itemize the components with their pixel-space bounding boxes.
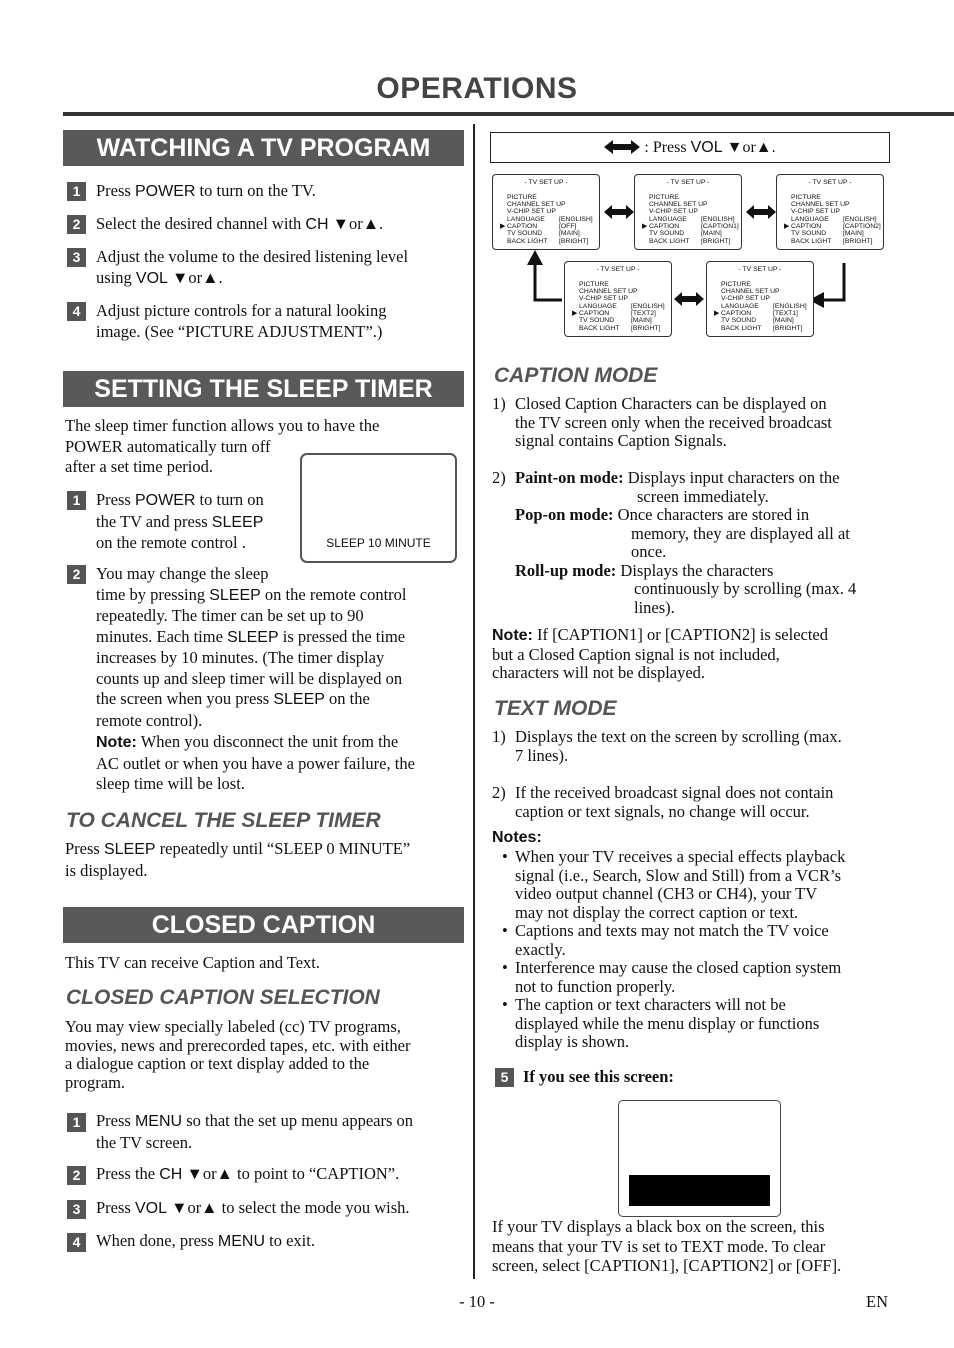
bullet-icon: • <box>502 921 508 940</box>
text-mode-item-num: 1) <box>492 727 506 746</box>
step-number: 5 <box>495 1068 514 1087</box>
text-mode-heading: TEXT MODE <box>494 697 617 720</box>
double-arrow-icon <box>674 292 704 306</box>
text-mode-item-2: If the received broadcast signal does not contain caption or text signals, no change will occur. <box>515 783 834 821</box>
sleep-heading: SETTING THE SLEEP TIMER <box>63 371 464 407</box>
vol-press-legend: : Press VOL ▼or▲. <box>490 132 890 163</box>
step-number: 2 <box>67 565 86 584</box>
menu-text-1: - TV SET UP - PICTURE CHANNEL SET UP V-CHIP SET UP LANGUAGE ▶ CAPTION TV SOUND BACK LIGHT [ENGLISH] [TEXT1] [MAIN] [BRIGHT] <box>706 261 814 337</box>
cc-step-4: When done, press MENU to exit. <box>96 1231 315 1250</box>
menu-text-2: - TV SET UP - PICTURE CHANNEL SET UP V-CHIP SET UP LANGUAGE ▶ CAPTION TV SOUND BACK LIGHT [ENGLISH] [TEXT2] [MAIN] [BRIGHT] <box>564 261 672 337</box>
step-number: 3 <box>67 248 86 267</box>
black-text-box <box>629 1175 770 1206</box>
caption-mode-item-1: Closed Caption Characters can be displayed on the TV screen only when the received broadcast signal contains Caption Signals. <box>515 394 832 450</box>
step-number: 4 <box>67 1233 86 1252</box>
watching-step-1: Press POWER to turn on the TV. <box>96 181 316 200</box>
note-bullet-1: When your TV receives a special effects playback signal (i.e., Search, Slow and Still) from a VCR’s video output channel (CH3 or CH4), your TV may not display the correct caption or text. <box>515 847 846 922</box>
cc-selection-heading: CLOSED CAPTION SELECTION <box>66 986 380 1009</box>
watching-heading: WATCHING A TV PROGRAM <box>63 130 464 166</box>
column-divider <box>473 124 475 1279</box>
language-code: EN <box>866 1292 888 1311</box>
cc-step-2: Press the CH ▼or▲ to point to “CAPTION”. <box>96 1164 400 1183</box>
cancel-sleep-heading: TO CANCEL THE SLEEP TIMER <box>66 809 381 832</box>
bullet-icon: • <box>502 958 508 977</box>
page-title: OPERATIONS <box>376 72 578 105</box>
closed-caption-intro: This TV can receive Caption and Text. <box>65 953 320 972</box>
cc-step-3: Press VOL ▼or▲ to select the mode you wish. <box>96 1198 410 1217</box>
step-number: 4 <box>67 302 86 321</box>
pointer-icon: ▶ <box>714 310 720 317</box>
step-number: 1 <box>67 491 86 510</box>
bullet-icon: • <box>502 847 508 866</box>
pointer-icon: ▶ <box>500 223 506 230</box>
sleep-screen-illustration <box>300 453 457 563</box>
menu-caption-1: - TV SET UP - PICTURE CHANNEL SET UP V-CHIP SET UP LANGUAGE ▶ CAPTION TV SOUND BACK LIGHT [ENGLISH] [CAPTION1] [MAIN] [BRIGHT] <box>634 174 742 250</box>
step-number: 2 <box>67 215 86 234</box>
text-mode-item-1: Displays the text on the screen by scrolling (max. 7 lines). <box>515 727 842 765</box>
sleep-screen-text: SLEEP 10 MINUTE <box>326 536 431 550</box>
note-bullet-4: The caption or text characters will not be displayed while the menu display or functions display is shown. <box>515 995 820 1051</box>
pointer-icon: ▶ <box>642 223 648 230</box>
note-bullet-3: Interference may cause the closed caption system not to function properly. <box>515 958 842 996</box>
text-mode-final-text: If your TV displays a black box on the screen, this means that your TV is set to TEXT mode. To clear screen, select [CAPTION1], [CAPTION2] or [OFF]. <box>492 1217 842 1275</box>
double-arrow-icon <box>746 205 776 219</box>
sleep-note: Note: When you disconnect the unit from the AC outlet or when you have a power failure, the sleep time will be lost. <box>96 732 415 793</box>
page-number: - 10 - <box>459 1292 495 1311</box>
menu-caption-2: - TV SET UP - PICTURE CHANNEL SET UP V-CHIP SET UP LANGUAGE ▶ CAPTION TV SOUND BACK LIGHT [ENGLISH] [CAPTION2] [MAIN] [BRIGHT] <box>776 174 884 250</box>
step-number: 1 <box>67 1113 86 1132</box>
sleep-step-2: You may change the sleep time by pressing SLEEP on the remote control repeatedly. The timer can be set up to 90 minutes. Each time SLEEP is pressed the time increases by 10 minutes. (The timer display counts up and sleep timer will be displayed on the screen when you press SLEEP on the remote control). <box>96 564 407 730</box>
watching-step-4: Adjust picture controls for a natural looking image. (See “PICTURE ADJUSTMENT”.) <box>96 301 387 341</box>
caption-mode-item-2: Paint-on mode: Displays input characters on the screen immediately. Pop-on mode: Once characters are stored in memory, they are displayed all at once. Roll-up mode: Displays the characters continuously by scrolling (max. 4 lines). <box>515 468 857 617</box>
pointer-icon: ▶ <box>572 310 578 317</box>
sleep-step-1: Press POWER to turn on the TV and press SLEEP on the remote control . <box>96 490 264 552</box>
text-mode-screen-illustration <box>618 1100 781 1217</box>
note-bullet-2: Captions and texts may not match the TV voice exactly. <box>515 921 829 959</box>
caption-mode-item-num: 2) <box>492 468 506 487</box>
text-mode-item-num: 2) <box>492 783 506 802</box>
step-5-label: If you see this screen: <box>523 1067 674 1086</box>
menu-caption-off: - TV SET UP - PICTURE CHANNEL SET UP V-CHIP SET UP LANGUAGE ▶ CAPTION TV SOUND BACK LIGHT [ENGLISH] [OFF] [MAIN] [BRIGHT] <box>492 174 600 250</box>
pointer-icon: ▶ <box>784 223 790 230</box>
double-arrow-icon <box>604 140 640 154</box>
closed-caption-heading: CLOSED CAPTION <box>63 907 464 943</box>
caption-mode-item-num: 1) <box>492 394 506 413</box>
cancel-sleep-text: Press SLEEP repeatedly until “SLEEP 0 MINUTE” is displayed. <box>65 839 411 880</box>
caption-mode-note: Note: If [CAPTION1] or [CAPTION2] is selected but a Closed Caption signal is not included, characters will not be displayed. <box>492 625 828 682</box>
watching-step-2: Select the desired channel with CH ▼or▲. <box>96 214 384 233</box>
title-rule <box>63 112 954 116</box>
step-number: 1 <box>67 182 86 201</box>
bullet-icon: • <box>502 995 508 1014</box>
watching-step-3: Adjust the volume to the desired listening level using VOL ▼or▲. <box>96 247 409 287</box>
notes-label: Notes: <box>492 829 542 846</box>
caption-mode-heading: CAPTION MODE <box>494 364 658 387</box>
double-arrow-icon <box>604 205 634 219</box>
sleep-intro: The sleep timer function allows you to have the POWER automatically turn off after a set time period. <box>65 416 380 476</box>
step-number: 2 <box>67 1166 86 1185</box>
step-number: 3 <box>67 1200 86 1219</box>
cc-step-1: Press MENU so that the set up menu appears on the TV screen. <box>96 1111 414 1152</box>
cc-selection-text: You may view specially labeled (cc) TV programs, movies, news and prerecorded tapes, etc. with either a dialogue caption or text display added to the program. <box>65 1017 411 1092</box>
